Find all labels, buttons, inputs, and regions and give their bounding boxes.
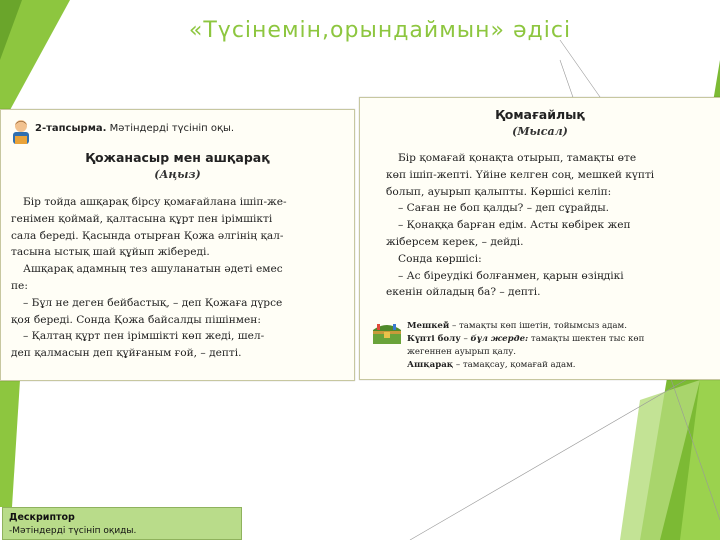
descriptor-box	[2, 507, 242, 540]
glossary	[407, 320, 715, 372]
glossary-term: Мешкей	[407, 321, 450, 331]
text-line: болып, ауырып қалыпты. Көршісі келіп:	[386, 185, 612, 198]
left-story-text	[11, 194, 346, 362]
glossary-note: бұл жерде:	[470, 334, 529, 344]
right-subheading: (Мысал)	[512, 125, 568, 138]
text-line: – Қонаққа барған едім. Асты көбірек жеп	[398, 219, 631, 232]
text-line: – Бұл не деген бейбастық, – деп Қожаға дүрсе	[23, 296, 283, 309]
glossary-definition: жегеннен ауырып қалу.	[407, 347, 516, 357]
text-line: – Қалтаң құрт пен ірімшікті көп жеді, шел-	[23, 330, 265, 343]
glossary-item	[407, 320, 715, 333]
text-line: қоя береді. Сонда Қожа байсалды пішінмен:	[11, 313, 261, 326]
glossary-definition: – тамақсау, қомағай адам.	[453, 360, 576, 370]
student-reading-icon	[10, 118, 32, 148]
right-textbook-page	[359, 97, 720, 380]
text-line: деп қалмасын деп құйғаным ғой, – депті.	[11, 347, 242, 360]
text-line: жіберсем керек, – дейді.	[386, 235, 524, 248]
text-line: пе:	[11, 279, 28, 292]
text-line: Ашқарақ адамның тез ашуланатын әдеті емес	[23, 263, 283, 276]
task-text: Мәтіндерді түсініп оқы.	[109, 123, 235, 134]
left-subheading: (Аңыз)	[154, 168, 201, 181]
slide-title: «Түсінемін,орындаймын» әдісі	[188, 18, 572, 43]
glossary-definition: тамақты шектен тыс көп	[528, 334, 645, 344]
glossary-term: Ашқарақ	[407, 360, 454, 370]
task-instruction	[35, 123, 234, 134]
glossary-item	[407, 346, 715, 359]
treasure-chest-icon	[371, 320, 403, 346]
text-line: Сонда көршісі:	[398, 252, 482, 265]
text-line: генімен қоймай, қалтасына құрт пен ірімшікті	[11, 212, 273, 225]
text-line: көп ішіп-жепті. Үйіне келген соң, мешкей күпті	[386, 168, 655, 181]
diagonal-line-3	[560, 40, 600, 97]
text-line: – Саған не боп қалды? – деп сұрайды.	[398, 202, 610, 215]
glossary-item: Күпті болу – бұл жерде: тамақты шектен тыс көп	[407, 334, 645, 344]
text-line: тасына ыстық шай құйып жібереді.	[11, 246, 210, 259]
glossary-item	[407, 359, 715, 372]
glossary-term: Күпті болу	[407, 334, 461, 344]
descriptor-text: -Мәтіндерді түсініп оқиды.	[9, 526, 137, 536]
right-heading: Қомағайлық	[495, 107, 585, 122]
glossary-definition: – тамақты көп ішетін, тойымсыз адам.	[449, 321, 627, 331]
right-story-text	[386, 150, 712, 301]
left-heading: Қожанасыр мен ашқарақ	[85, 150, 270, 165]
task-number: 2-тапсырма.	[35, 123, 107, 134]
text-line: Бір тойда ашқарақ бірсу қомағайлана ішіп-же-	[23, 196, 287, 208]
text-line: – Ас біреудікі болғанмен, қарын өзіңдікі	[398, 269, 624, 282]
descriptor-title: Дескриптор	[9, 512, 75, 523]
text-line: Бір қомағай қонақта отырып, тамақты өте	[398, 152, 637, 164]
text-line: сала береді. Қасында отырған Қожа әлгінің қал-	[11, 229, 284, 242]
bottom-left-green-wedge	[0, 380, 20, 507]
left-textbook-page	[0, 109, 355, 381]
text-line: екенін ойладың ба? – депті.	[386, 286, 541, 299]
